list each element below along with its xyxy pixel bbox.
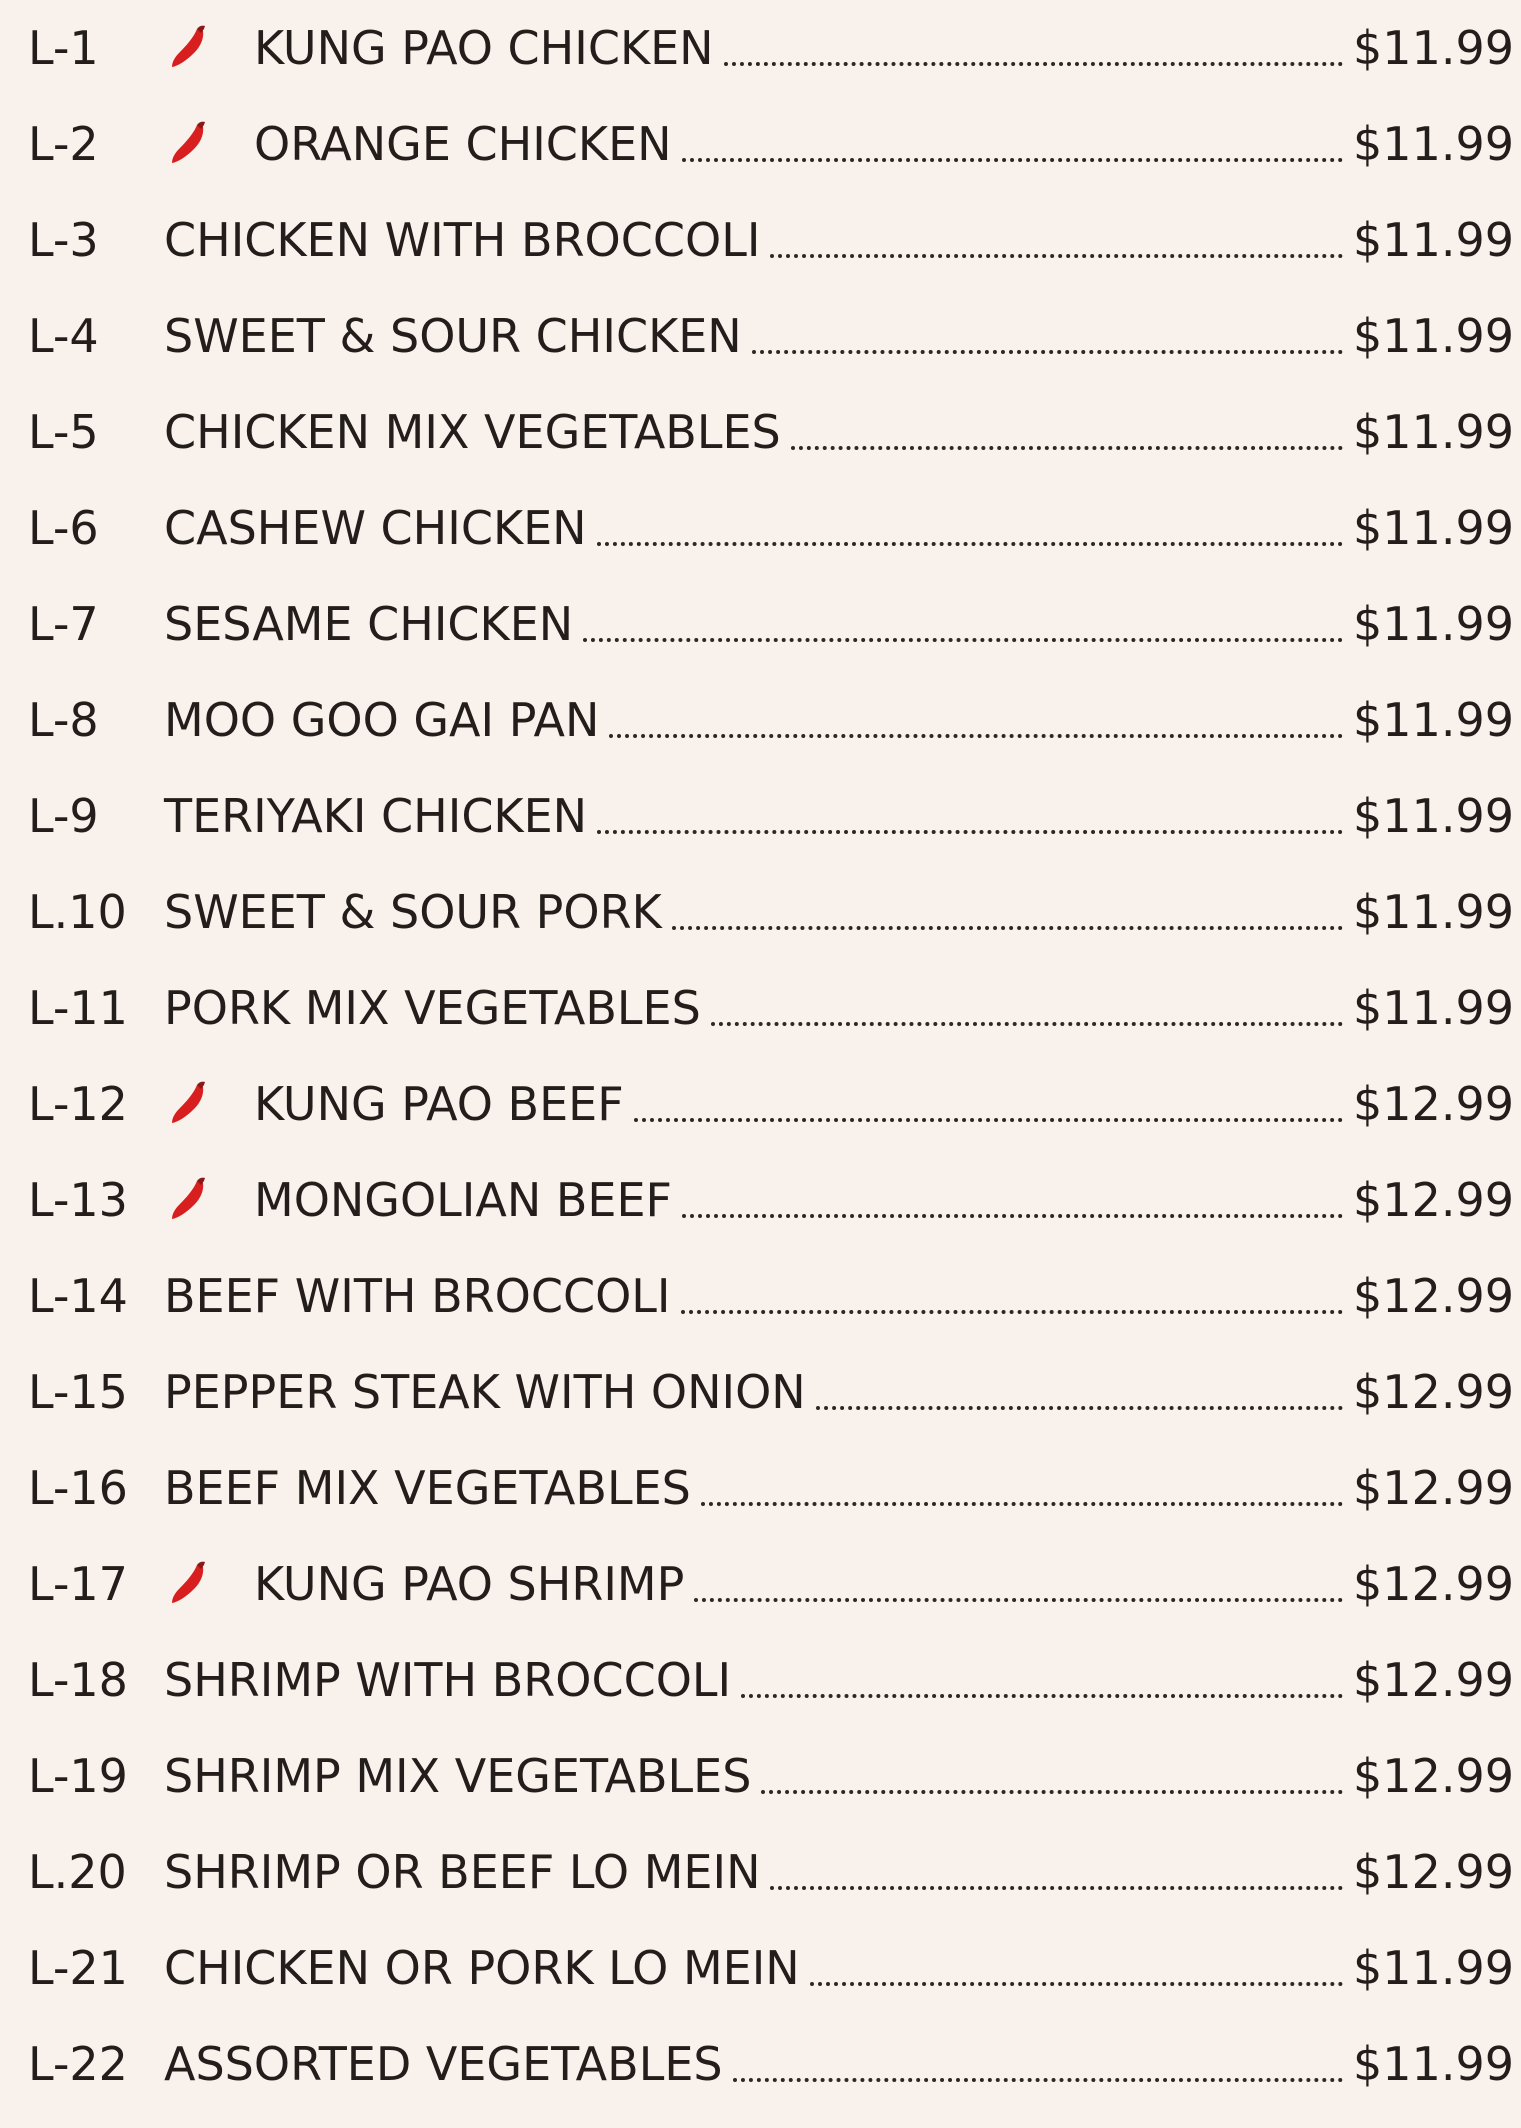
dish-name: ASSORTED VEGETABLES [164, 2037, 723, 2091]
dish-name: KUNG PAO SHRIMP [254, 1557, 685, 1611]
item-code: L-12 [28, 1077, 128, 1131]
dot-leader [770, 250, 1343, 258]
menu-item-l-21 [28, 1920, 1514, 2016]
menu-item-l-12 [28, 1056, 1514, 1152]
dish-name: TERIYAKI CHICKEN [164, 789, 588, 843]
dot-leader [672, 922, 1343, 930]
dish-name: SHRIMP MIX VEGETABLES [164, 1749, 752, 1803]
dot-leader [816, 1402, 1343, 1410]
item-code: L-16 [28, 1461, 128, 1515]
item-code: L-13 [28, 1173, 128, 1227]
item-code: L.10 [28, 885, 127, 939]
menu-item-l-20 [28, 1824, 1514, 1920]
dish-name: BEEF WITH BROCCOLI [164, 1269, 671, 1323]
item-price: $11.99 [1353, 597, 1514, 651]
chili-pepper-icon [164, 118, 216, 170]
item-price: $11.99 [1353, 981, 1514, 1035]
menu-item-l-2 [28, 96, 1514, 192]
item-code: L-15 [28, 1365, 128, 1419]
dish-wrap [164, 1749, 1514, 1803]
item-price: $11.99 [1353, 405, 1514, 459]
dish-wrap [164, 597, 1514, 651]
menu-item-l-5 [28, 384, 1514, 480]
dish-wrap [164, 1558, 1514, 1610]
dish-name: PORK MIX VEGETABLES [164, 981, 701, 1035]
chili-pepper-icon [164, 1078, 216, 1130]
dish-wrap [164, 2037, 1514, 2091]
dot-leader [634, 1114, 1343, 1122]
menu-item-l-4 [28, 288, 1514, 384]
menu-item-l-13 [28, 1152, 1514, 1248]
menu-item-l-19 [28, 1728, 1514, 1824]
dish-name: ORANGE CHICKEN [254, 117, 672, 171]
dot-leader [694, 1594, 1343, 1602]
dish-name: BEEF MIX VEGETABLES [164, 1461, 691, 1515]
dish-wrap [164, 981, 1514, 1035]
dish-name: CHICKEN OR PORK LO MEIN [164, 1941, 800, 1995]
dish-name: CHICKEN WITH BROCCOLI [164, 213, 761, 267]
item-code: L-6 [28, 501, 99, 555]
menu-item-l-22 [28, 2016, 1514, 2112]
dish-wrap [164, 1174, 1514, 1226]
dot-leader [682, 1210, 1343, 1218]
dish-name: SHRIMP WITH BROCCOLI [164, 1653, 732, 1707]
dish-wrap [164, 1461, 1514, 1515]
item-price: $12.99 [1353, 1653, 1514, 1707]
dish-wrap [164, 501, 1514, 555]
dish-wrap [164, 1269, 1514, 1323]
item-price: $11.99 [1353, 789, 1514, 843]
dish-name: SWEET & SOUR CHICKEN [164, 309, 742, 363]
menu-item-l-8 [28, 672, 1514, 768]
item-code: L-11 [28, 981, 128, 1035]
dot-leader [733, 2074, 1343, 2082]
item-code: L.20 [28, 1845, 127, 1899]
dish-wrap [164, 213, 1514, 267]
menu-item-l-15 [28, 1344, 1514, 1440]
item-code: L-8 [28, 693, 99, 747]
dish-name: SWEET & SOUR PORK [164, 885, 662, 939]
item-price: $11.99 [1353, 501, 1514, 555]
dot-leader [597, 826, 1343, 834]
chili-pepper-icon [164, 22, 216, 74]
dish-wrap [164, 885, 1514, 939]
dish-name: PEPPER STEAK WITH ONION [164, 1365, 806, 1419]
dish-wrap [164, 693, 1514, 747]
item-code: L-3 [28, 213, 99, 267]
dish-name: SHRIMP OR BEEF LO MEIN [164, 1845, 761, 1899]
item-price: $12.99 [1353, 1845, 1514, 1899]
dot-leader [682, 154, 1343, 162]
item-price: $11.99 [1353, 885, 1514, 939]
item-price: $12.99 [1353, 1461, 1514, 1515]
dot-leader [711, 1018, 1343, 1026]
item-price: $12.99 [1353, 1749, 1514, 1803]
item-code: L-4 [28, 309, 99, 363]
dot-leader [791, 442, 1343, 450]
dish-name: CHICKEN MIX VEGETABLES [164, 405, 781, 459]
menu-item-l-9 [28, 768, 1514, 864]
item-code: L-2 [28, 117, 99, 171]
dish-wrap [164, 789, 1514, 843]
item-code: L-21 [28, 1941, 128, 1995]
dish-wrap [164, 405, 1514, 459]
dish-wrap [164, 1365, 1514, 1419]
item-price: $11.99 [1353, 117, 1514, 171]
dot-leader [583, 634, 1343, 642]
dish-wrap [164, 1078, 1514, 1130]
item-price: $11.99 [1353, 2037, 1514, 2091]
dish-name: KUNG PAO CHICKEN [254, 21, 714, 75]
item-code: L-1 [28, 21, 99, 75]
item-price: $11.99 [1353, 21, 1514, 75]
chili-pepper-icon [164, 1174, 216, 1226]
dish-name: KUNG PAO BEEF [254, 1077, 624, 1131]
menu-item-l-18 [28, 1632, 1514, 1728]
item-price: $12.99 [1353, 1557, 1514, 1611]
menu-item-l-6 [28, 480, 1514, 576]
item-code: L-9 [28, 789, 99, 843]
menu-item-l-1 [28, 0, 1514, 96]
dot-leader [770, 1882, 1343, 1890]
menu-item-l-7 [28, 576, 1514, 672]
menu-item-l-17 [28, 1536, 1514, 1632]
menu-item-l-3 [28, 192, 1514, 288]
item-price: $12.99 [1353, 1269, 1514, 1323]
dot-leader [810, 1978, 1343, 1986]
menu-item-l-16 [28, 1440, 1514, 1536]
item-price: $11.99 [1353, 693, 1514, 747]
dish-wrap [164, 118, 1514, 170]
dish-wrap [164, 1845, 1514, 1899]
menu-item-l-11 [28, 960, 1514, 1056]
dot-leader [597, 538, 1343, 546]
dish-wrap [164, 1653, 1514, 1707]
dish-wrap [164, 22, 1514, 74]
dot-leader [701, 1498, 1343, 1506]
dish-wrap [164, 1941, 1514, 1995]
dish-name: MOO GOO GAI PAN [164, 693, 600, 747]
dot-leader [724, 58, 1343, 66]
dish-wrap [164, 309, 1514, 363]
item-code: L-17 [28, 1557, 128, 1611]
dot-leader [761, 1786, 1343, 1794]
item-price: $11.99 [1353, 309, 1514, 363]
item-price: $12.99 [1353, 1173, 1514, 1227]
item-price: $12.99 [1353, 1365, 1514, 1419]
menu-item-l-14 [28, 1248, 1514, 1344]
item-price: $12.99 [1353, 1077, 1514, 1131]
item-code: L-22 [28, 2037, 128, 2091]
dot-leader [609, 730, 1343, 738]
dish-name: SESAME CHICKEN [164, 597, 574, 651]
item-code: L-7 [28, 597, 99, 651]
dish-name: CASHEW CHICKEN [164, 501, 587, 555]
item-code: L-19 [28, 1749, 128, 1803]
menu-item-l-10 [28, 864, 1514, 960]
item-code: L-5 [28, 405, 99, 459]
dot-leader [681, 1306, 1344, 1314]
item-code: L-18 [28, 1653, 128, 1707]
dot-leader [741, 1690, 1343, 1698]
item-price: $11.99 [1353, 1941, 1514, 1995]
chili-pepper-icon [164, 1558, 216, 1610]
item-code: L-14 [28, 1269, 128, 1323]
dot-leader [752, 346, 1343, 354]
dish-name: MONGOLIAN BEEF [254, 1173, 672, 1227]
item-price: $11.99 [1353, 213, 1514, 267]
